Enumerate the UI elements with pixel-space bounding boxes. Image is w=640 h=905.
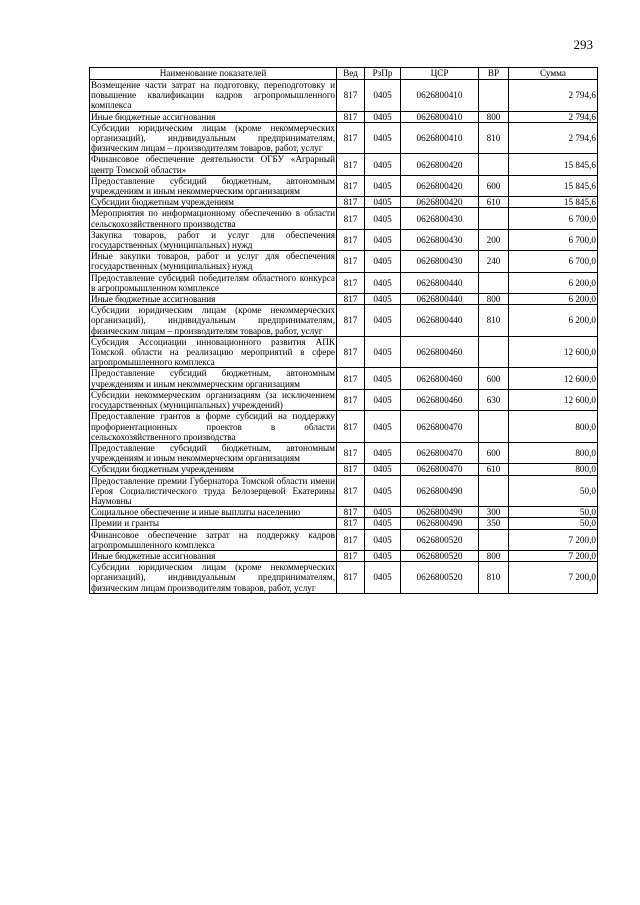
row-name: Предоставление субсидий бюджетным, автономным учреждениям и иным некоммерческим организациям: [91, 175, 335, 197]
table-row: [90, 197, 598, 208]
row-sum: 15 845,6: [509, 197, 598, 208]
table-header-row: [90, 68, 598, 80]
row-csr: 0626800440: [401, 272, 479, 293]
row-rzpr: 0405: [365, 507, 401, 518]
row-rzpr: 0405: [365, 442, 401, 463]
row-ved: 817: [337, 122, 365, 154]
table-row: [90, 251, 598, 272]
row-name: Субсидии бюджетным учреждениям: [90, 464, 337, 475]
table-row: [90, 368, 598, 389]
row-name: Премии и гранты: [90, 518, 337, 529]
row-rzpr: 0405: [365, 154, 401, 175]
row-rzpr: 0405: [365, 294, 401, 305]
page-number: 293: [573, 37, 593, 52]
row-vr: 300: [479, 507, 509, 518]
table-row: [90, 529, 598, 550]
row-vr: 600: [479, 368, 509, 389]
row-name: Субсидии бюджетным учреждениям: [90, 197, 337, 208]
row-name: Иные бюджетные ассигнования: [90, 550, 337, 561]
row-csr: 0626800420: [401, 154, 479, 175]
row-name: Финансовое обеспечение деятельности ОГБУ «Аграрный центр Томской области»: [91, 154, 335, 175]
row-ved: 817: [337, 251, 365, 272]
row-rzpr: 0405: [365, 305, 401, 337]
table-row: [90, 294, 598, 305]
row-ved: 817: [337, 389, 365, 410]
header-sum: Сумма: [509, 68, 598, 80]
row-csr: 0626800460: [401, 368, 479, 389]
row-ved: 817: [337, 475, 365, 507]
row-ved: 817: [337, 272, 365, 293]
row-csr: 0626800410: [401, 122, 479, 154]
header-csr: ЦСР: [401, 68, 479, 80]
row-ved: 817: [337, 518, 365, 529]
row-name: Предоставление субсидий бюджетным, автономным учреждениям и иным некоммерческим организациям: [91, 442, 335, 464]
table-row: [90, 507, 598, 518]
table-row: [90, 154, 598, 175]
row-vr: [479, 529, 509, 550]
row-name: Субсидии некоммерческим организациям (за исключением государственных (муниципальных) учреждений): [91, 389, 335, 411]
row-sum: 2 794,6: [509, 80, 598, 112]
row-csr: 0626800490: [401, 475, 479, 507]
row-sum: 6 700,0: [509, 229, 598, 250]
row-sum: 6 200,0: [509, 294, 598, 305]
row-name: Закупка товаров, работ и услуг для обеспечения государственных (муниципальных) нужд: [91, 229, 335, 251]
row-rzpr: 0405: [365, 197, 401, 208]
budget-table: [89, 67, 598, 594]
row-csr: 0626800440: [401, 294, 479, 305]
row-csr: 0626800420: [401, 197, 479, 208]
row-rzpr: 0405: [365, 411, 401, 443]
row-sum: 15 845,6: [509, 175, 598, 196]
table-row: [90, 411, 598, 443]
row-csr: 0626800520: [401, 550, 479, 561]
row-vr: 800: [479, 550, 509, 561]
row-sum: 15 845,6: [509, 154, 598, 175]
row-rzpr: 0405: [365, 464, 401, 475]
row-name: Предоставление премии Губернатора Томской области имени Героя Социалистического труда Белозерцевой Екатерины Наумовны: [91, 475, 335, 506]
row-csr: 0626800430: [401, 208, 479, 229]
row-name: Иные бюджетные ассигнования: [90, 111, 337, 122]
row-name: Субсидии юридическим лицам (кроме некоммерческих организаций), индивидуальным предпринимателям, физическим лицам – производителям товаров, работ, услуг: [91, 122, 335, 154]
row-ved: 817: [337, 229, 365, 250]
header-vr: ВР: [479, 68, 509, 80]
row-csr: 0626800440: [401, 305, 479, 337]
row-sum: 6 200,0: [509, 305, 598, 337]
row-csr: 0626800460: [401, 389, 479, 410]
row-sum: 50,0: [509, 475, 598, 507]
row-sum: 800,0: [509, 411, 598, 443]
row-sum: 7 200,0: [509, 550, 598, 561]
row-rzpr: 0405: [365, 251, 401, 272]
row-name: Предоставление субсидий победителям областного конкурса в агропромышленном комплексе: [91, 272, 335, 293]
header-name: Наименование показателей: [90, 68, 337, 80]
table-row: [90, 550, 598, 561]
row-vr: 630: [479, 389, 509, 410]
row-name: Мероприятия по информационному обеспечению в области сельскохозяйственного производства: [91, 208, 335, 229]
row-ved: 817: [337, 368, 365, 389]
row-rzpr: 0405: [365, 562, 401, 594]
row-ved: 817: [337, 80, 365, 112]
row-vr: [479, 475, 509, 507]
row-csr: 0626800420: [401, 175, 479, 196]
row-rzpr: 0405: [365, 475, 401, 507]
row-name: Предоставление субсидий бюджетным, автономным учреждениям и иным некоммерческим организациям: [91, 368, 335, 389]
row-ved: 817: [337, 562, 365, 594]
table-row: [90, 305, 598, 337]
row-rzpr: 0405: [365, 389, 401, 410]
row-vr: 350: [479, 518, 509, 529]
row-name: Возмещение части затрат на подготовку, переподготовку и повышение квалификации кадров агропромышленного комплекса: [91, 80, 335, 111]
row-ved: 817: [337, 550, 365, 561]
row-vr: [479, 336, 509, 368]
row-ved: 817: [337, 208, 365, 229]
row-ved: 817: [337, 507, 365, 518]
row-ved: 817: [337, 442, 365, 463]
row-ved: 817: [337, 197, 365, 208]
row-sum: 12 600,0: [509, 389, 598, 410]
row-vr: 600: [479, 442, 509, 463]
row-sum: 12 600,0: [509, 336, 598, 368]
row-ved: 817: [337, 336, 365, 368]
table-row: [90, 272, 598, 293]
row-vr: 600: [479, 175, 509, 196]
table-row: [90, 562, 598, 594]
row-vr: 200: [479, 229, 509, 250]
row-sum: 12 600,0: [509, 368, 598, 389]
row-vr: 810: [479, 305, 509, 337]
row-csr: 0626800430: [401, 251, 479, 272]
table-row: [90, 208, 598, 229]
row-rzpr: 0405: [365, 368, 401, 389]
table-body: [90, 80, 598, 594]
row-vr: [479, 80, 509, 112]
table-row: [90, 111, 598, 122]
table-row: [90, 80, 598, 112]
row-csr: 0626800490: [401, 518, 479, 529]
header-rzpr: РзПр: [365, 68, 401, 80]
row-name: Иные закупки товаров, работ и услуг для обеспечения государственных (муниципальных) нужд: [91, 251, 335, 272]
table-row: [90, 518, 598, 529]
row-rzpr: 0405: [365, 336, 401, 368]
row-ved: 817: [337, 175, 365, 196]
table-row: [90, 389, 598, 410]
row-rzpr: 0405: [365, 529, 401, 550]
row-csr: 0626800460: [401, 336, 479, 368]
row-ved: 817: [337, 529, 365, 550]
row-vr: [479, 208, 509, 229]
row-vr: [479, 154, 509, 175]
row-name: Иные бюджетные ассигнования: [90, 294, 337, 305]
row-name: Субсидия Ассоциации инновационного развития АПК Томской области на реализацию мероприятий в сфере агропромышленного комплекса: [91, 336, 335, 368]
row-vr: 810: [479, 122, 509, 154]
row-csr: 0626800470: [401, 411, 479, 443]
row-ved: 817: [337, 411, 365, 443]
header-ved: Вед: [337, 68, 365, 80]
row-csr: 0626800410: [401, 111, 479, 122]
row-vr: [479, 411, 509, 443]
row-vr: 800: [479, 111, 509, 122]
row-ved: 817: [337, 294, 365, 305]
row-name: Предоставление грантов в форме субсидий на поддержку профориентационных проектов в области сельскохозяйственного производства: [91, 411, 335, 442]
row-vr: [479, 272, 509, 293]
row-ved: 817: [337, 305, 365, 337]
row-vr: 610: [479, 197, 509, 208]
row-ved: 817: [337, 464, 365, 475]
row-name: Субсидии юридическим лицам (кроме некоммерческих организаций), индивидуальным предпринимателям, физическим лицам производителям товаров, работ, услуг: [91, 562, 335, 593]
row-rzpr: 0405: [365, 272, 401, 293]
row-ved: 817: [337, 154, 365, 175]
row-name: Социальное обеспечение и иные выплаты населению: [90, 507, 337, 518]
row-csr: 0626800490: [401, 507, 479, 518]
row-ved: 817: [337, 111, 365, 122]
table-row: [90, 122, 598, 154]
row-csr: 0626800410: [401, 80, 479, 112]
row-sum: 800,0: [509, 464, 598, 475]
row-sum: 7 200,0: [509, 562, 598, 594]
row-vr: 610: [479, 464, 509, 475]
row-csr: 0626800470: [401, 442, 479, 463]
row-rzpr: 0405: [365, 518, 401, 529]
row-sum: 6 200,0: [509, 272, 598, 293]
row-sum: 6 700,0: [509, 251, 598, 272]
row-vr: 810: [479, 562, 509, 594]
row-sum: 6 700,0: [509, 208, 598, 229]
row-rzpr: 0405: [365, 111, 401, 122]
row-rzpr: 0405: [365, 80, 401, 112]
row-rzpr: 0405: [365, 550, 401, 561]
table-row: [90, 442, 598, 463]
table-row: [90, 336, 598, 368]
row-sum: 2 794,6: [509, 122, 598, 154]
row-rzpr: 0405: [365, 175, 401, 196]
row-csr: 0626800470: [401, 464, 479, 475]
row-sum: 50,0: [509, 507, 598, 518]
row-rzpr: 0405: [365, 122, 401, 154]
row-sum: 800,0: [509, 442, 598, 463]
table-row: [90, 464, 598, 475]
row-name: Субсидии юридическим лицам (кроме некоммерческих организаций), индивидуальным предпринимателям, физическим лицам – производителям товаров, работ, услуг: [91, 305, 335, 336]
row-csr: 0626800430: [401, 229, 479, 250]
row-rzpr: 0405: [365, 229, 401, 250]
row-vr: 240: [479, 251, 509, 272]
table-row: [90, 475, 598, 507]
row-rzpr: 0405: [365, 208, 401, 229]
row-vr: 800: [479, 294, 509, 305]
row-sum: 7 200,0: [509, 529, 598, 550]
row-sum: 2 794,6: [509, 111, 598, 122]
table-row: [90, 175, 598, 196]
table-row: [90, 229, 598, 250]
row-csr: 0626800520: [401, 529, 479, 550]
row-name: Финансовое обеспечение затрат на поддержку кадров агропромышленного комплекса: [91, 529, 335, 550]
row-sum: 50,0: [509, 518, 598, 529]
row-csr: 0626800520: [401, 562, 479, 594]
